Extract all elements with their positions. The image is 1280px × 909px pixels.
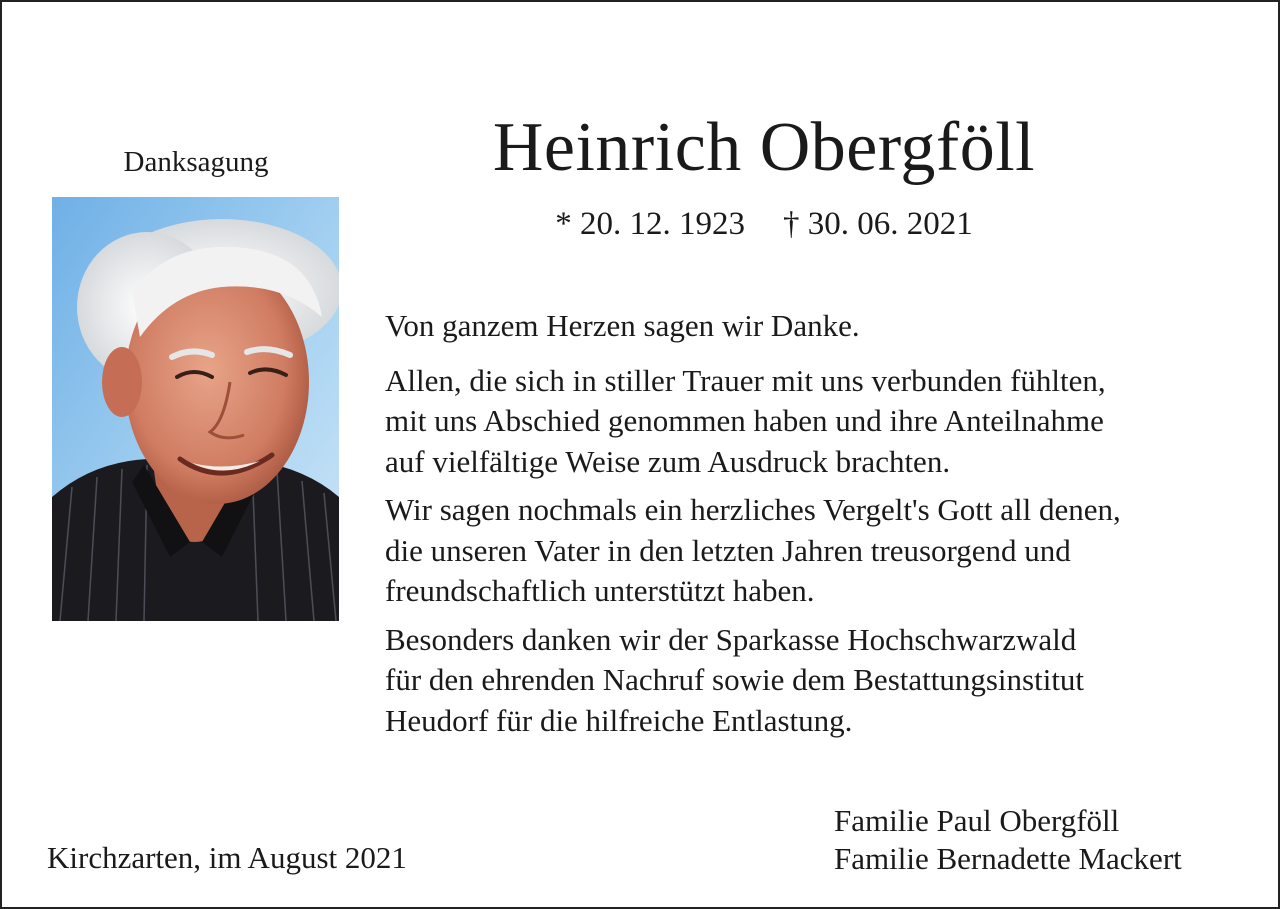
deceased-name: Heinrich Obergföll [492,109,1036,186]
signer-line: Familie Paul Obergföll [834,803,1120,838]
body-line: für den ehrenden Nachruf sowie dem Bestattungsinstitut [385,662,1085,697]
body-line: die unseren Vater in den letzten Jahren treusorgend und [385,532,1071,568]
body-line: Besonders danken wir der Sparkasse Hochschwarzwald [385,621,1077,657]
portrait-photo [52,197,339,621]
body-line: mit uns Abschied genommen haben und ihre Anteilnahme [385,403,1104,438]
body-line: freundschaftlich unterstützt haben. [385,573,815,608]
body-paragraph [385,306,1265,347]
notice-body [385,306,1265,741]
signer-line: Familie Bernadette Mackert [834,841,1182,876]
body-line: Von ganzem Herzen sagen wir Danke. [385,308,860,343]
signers [834,802,1182,878]
body-paragraph [385,490,1265,612]
body-line: auf vielfältige Weise zum Ausdruck brachten. [385,443,951,479]
body-line: Wir sagen nochmals ein herzliches Vergelt's Gott all denen, [385,492,1121,527]
death-date: † 30. 06. 2021 [783,206,973,242]
life-dates [360,206,1168,243]
body-line: Heudorf für die hilfreiche Entlastung. [385,702,853,738]
place-and-date: Kirchzarten, im August 2021 [47,840,407,875]
body-paragraph [385,620,1265,742]
birth-date: * 20. 12. 1923 [555,206,745,242]
body-line: Allen, die sich in stiller Trauer mit uns verbunden fühlten, [385,362,1106,398]
body-paragraph [385,361,1265,483]
notice-heading: Danksagung [123,146,269,178]
